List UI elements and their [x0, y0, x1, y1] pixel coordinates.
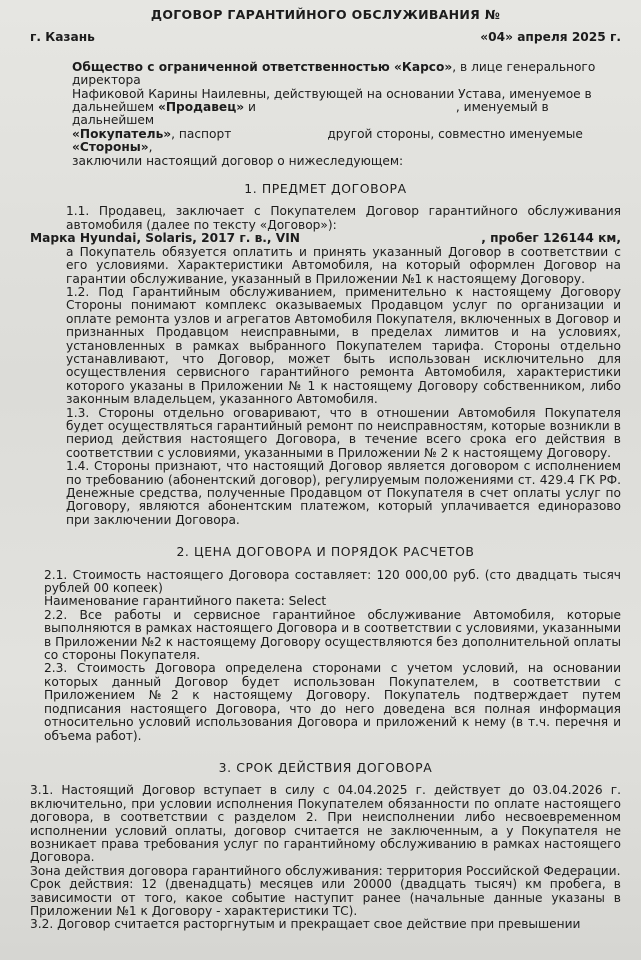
clause-1-4: 1.4. Стороны признают, что настоящий Договор является договором с исполнением по требованию (абонентский договор), регулируемым положениями ст. 429.4 ГК РФ. Денежные средства, полученные Продавцом от Покупателя в счет оплаты услуг по Договору, являются абонентским платежом, который уплачивается единоразово при заключении Договора.	[66, 459, 621, 527]
intro-line-5: заключили настоящий договор о нижеследующем:	[72, 153, 404, 168]
intro-line-3-pre: дальнейшем	[72, 100, 158, 115]
validity-zone: Зона действия договора гарантийного обслуживания: территория Российской Федерации.	[30, 863, 621, 878]
section-2-body	[30, 569, 621, 743]
clause-1-3: 1.3. Стороны отдельно оговаривают, что в отношении Автомобиля Покупателя будет осуществляться гарантийный ремонт по неисправностям, которые возникли в период действия настоящего Договора, в течение всего срока его действия в соответствии с условиями, указанными в Приложении № 2 к настоящему Договору.	[66, 405, 621, 460]
city-date-row	[30, 31, 621, 44]
clause-3-2: 3.2. Договор считается расторгнутым и прекращает свое действие при превышении	[30, 917, 581, 932]
intro-line-2: Нафиковой Карины Наилевны, действующей на основании Устава, именуемое в	[72, 86, 592, 101]
intro-paragraph	[72, 61, 621, 168]
intro-line-3-right: , именуемый в дальнейшем	[72, 100, 549, 128]
section-2-heading: 2. ЦЕНА ДОГОВОРА И ПОРЯДОК РАСЧЕТОВ	[176, 544, 475, 560]
clause-2-1: 2.1. Стоимость настоящего Договора составляет: 120 000,00 руб. (сто двадцать тысяч рублей 00 копеек)	[44, 567, 621, 596]
buyer-term: «Покупатель»	[72, 126, 172, 141]
parties-term: «Стороны»	[72, 140, 149, 155]
seller-term: «Продавец»	[157, 100, 245, 115]
intro-line-1	[72, 61, 621, 88]
intro-line-4-right: другой стороны, совместно именуемые	[327, 126, 583, 141]
clause-2-2: 2.2. Все работы и сервисное гарантийное обслуживание Автомобиля, которые выполняются в рамках настоящего Договора и в соответствии с условиями, указанными в Приложении №2 к настоящему Договору осуществляются без дополнительной оплаты со стороны Покупателя.	[44, 607, 621, 663]
intro-line-4-post: , паспорт	[171, 126, 232, 141]
intro-line-1-rest: , в лице генерального директора	[72, 59, 596, 88]
document-title: ДОГОВОР ГАРАНТИЙНОГО ОБСЛУЖИВАНИЯ №	[150, 7, 501, 22]
section-1-heading: 1. ПРЕДМЕТ ДОГОВОРА	[244, 181, 407, 197]
intro-line-3	[72, 101, 621, 128]
vehicle-row	[30, 232, 621, 245]
company-name: Общество с ограниченной ответственностью «Карсо»	[72, 59, 453, 74]
intro-line-4-end: ,	[148, 140, 153, 155]
validity-term: Срок действия: 12 (двенадцать) месяцев или 20000 (двадцать тысяч) км пробега, в зависимости от того, какое событие наступит ранее (начальные данные указаны в Приложении №1 к Договору - характеристики ТС).	[30, 877, 621, 918]
section-3-heading: 3. СРОК ДЕЙСТВИЯ ДОГОВОРА	[218, 759, 433, 775]
clause-1-1-continued: а Покупатель обязуется оплатить и принять указанный Договор в соответствии с его условиями. Характеристики Автомобиля, на который оформлен Договор на гарантии обслуживание, указанный в Приложении №1 к настоящему Договору.	[66, 244, 621, 286]
intro-line-4	[72, 128, 621, 155]
clause-1-1: 1.1. Продавец, заключает с Покупателем Договор гарантийного обслуживания автомобиля (далее по тексту «Договор»):	[66, 204, 621, 232]
vehicle-info: Марка Hyundai, Solaris, 2017 г. в., VIN	[30, 231, 300, 246]
package-name: Наименование гарантийного пакета: Select	[44, 594, 327, 609]
section-1-body	[30, 205, 621, 527]
section-3-body	[30, 784, 621, 931]
clause-1-2: 1.2. Под Гарантийным обслуживанием, применительно к настоящему Договору Стороны понимают комплекс оказываемых Продавцом услуг по организации и оплате ремонта узлов и агрегатов Автомобиля Покупателя, включенных в Договор и признанных Продавцом неисправными, в пределах лимитов и на условиях, установленных в рамках выбранного Покупателем тарифа. Стороны отдельно устанавливают, что Договор, может быть использован исключительно для осуществления сервисного гарантийного ремонта Автомобиля, характеристики которого указаны в Приложении № 1 к настоящему Договору собственником, либо законным владельцем, указанного Автомобиля.	[66, 284, 621, 407]
intro-line-3-post: и	[244, 100, 256, 115]
vehicle-mileage: , пробег 126144 км,	[481, 231, 621, 246]
city: г. Казань	[30, 30, 95, 45]
clause-2-3: 2.3. Стоимость Договора определена сторонами с учетом условий, на основании которых данный Договор будет использован Покупателем, в соответствии с Приложением №2 к настоящему Договору. Покупатель подтверждает путем подписания настоящего Договора, что до него доведена вся полная информация относительно условий использования Договора и приложений к нему (в т.ч. перечня и объема работ).	[44, 661, 621, 743]
clause-3-1: 3.1. Настоящий Договор вступает в силу с 04.04.2025 г. действует до 03.04.2026 г. включительно, при условии исполнения Покупателем обязанности по оплате настоящего договора, в соответствии с разделом 2. При неисполнении либо несвоевременном исполнении условий оплаты, договор считается не заключенным, а у Покупателя не возникает права требования услуг по гарантийному обслуживанию в рамках настоящего Договора.	[30, 783, 621, 865]
contract-date: «04» апреля 2025 г.	[480, 30, 621, 45]
